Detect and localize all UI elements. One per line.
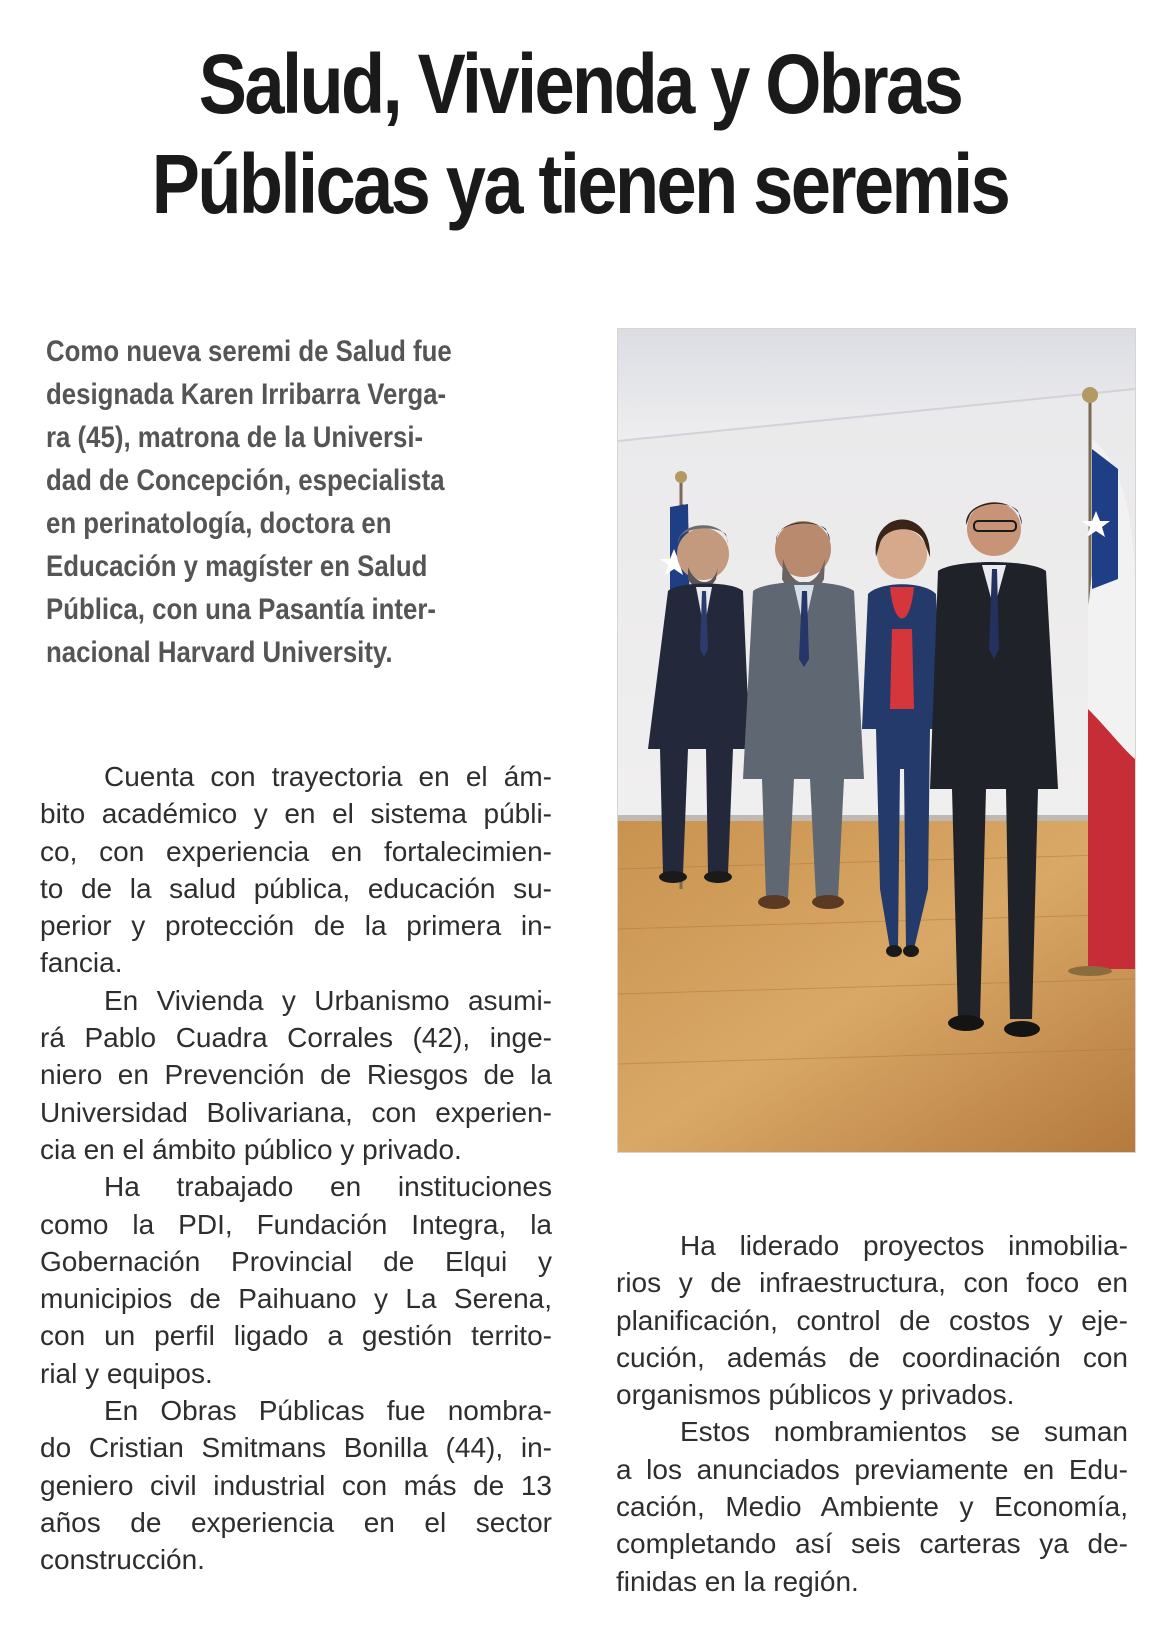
paragraph [616, 1413, 1128, 1599]
text-line: bito académico y en el sistema públi- [40, 798, 552, 830]
lead-line: dad de Concepción, especialista [46, 464, 445, 497]
text-line: co, con experiencia en fortalecimien- [40, 835, 552, 867]
paragraph [40, 758, 552, 982]
paragraph [40, 1168, 552, 1392]
text-line: cación, Medio Ambiente y Economía, [616, 1491, 1128, 1523]
headline-line: Salud, Vivienda y Obras [198, 37, 962, 131]
text-line: do Cristian Smitmans Bonilla (44), in- [40, 1432, 552, 1464]
text-line: Cuenta con trayectoria en el ám- [104, 761, 552, 792]
text-line: geniero civil industrial con más de 13 [40, 1469, 552, 1501]
paragraph [40, 982, 552, 1168]
text-line: rios y de infraestructura, con foco en [616, 1267, 1128, 1299]
text-line: rá Pablo Cuadra Corrales (42), inge- [40, 1022, 552, 1054]
lead-line: designada Karen Irribarra Verga- [46, 378, 447, 411]
news-photo [617, 328, 1136, 1153]
text-line: a los anunciados previamente en Edu- [616, 1453, 1128, 1485]
text-line: Gobernación Provincial de Elqui y [40, 1245, 552, 1277]
lead-line: ra (45), matrona de la Universi- [46, 421, 424, 454]
text-line: organismos públicos y privados. [616, 1379, 1015, 1411]
text-line: cia en el ámbito público y privado. [40, 1133, 462, 1165]
text-line: con un perfil ligado a gestión territo- [40, 1320, 552, 1352]
text-line: En Obras Públicas fue nombra- [104, 1395, 552, 1427]
headline [81, 34, 1079, 234]
text-line: Estos nombramientos se suman [680, 1416, 1128, 1448]
left-column [40, 758, 552, 1579]
text-line: niero en Prevención de Riesgos de la [40, 1059, 552, 1091]
lead-line: Como nueva seremi de Salud fue [46, 335, 452, 368]
paragraph [616, 1227, 1128, 1413]
text-line: to de la salud pública, educación su- [40, 872, 552, 904]
text-line: fancia. [40, 947, 123, 979]
text-line: construcción. [40, 1544, 205, 1576]
right-column [616, 1227, 1128, 1600]
text-line: Ha liderado proyectos inmobilia- [680, 1230, 1128, 1261]
lead-line: en perinatología, doctora en [46, 507, 392, 540]
paragraph [40, 1392, 552, 1578]
text-line: Ha trabajado en instituciones [104, 1171, 552, 1203]
text-line: perior y protección de la primera in- [40, 910, 552, 942]
lead-paragraph [46, 330, 510, 674]
text-line: Universidad Bolivariana, con experien- [40, 1096, 552, 1128]
text-line: planificación, control de costos y eje- [616, 1304, 1128, 1336]
text-line: municipios de Paihuano y La Serena, [40, 1283, 552, 1315]
lead-line: Educación y magíster en Salud [46, 550, 428, 583]
text-line: años de experiencia en el sector [40, 1506, 552, 1538]
text-line: finidas en la región. [616, 1565, 859, 1597]
text-line: completando así seis carteras ya de- [616, 1528, 1128, 1560]
headline-line: Públicas ya tienen seremis [151, 137, 1009, 231]
lead-line: nacional Harvard University. [46, 636, 393, 669]
text-line: como la PDI, Fundación Integra, la [40, 1208, 552, 1240]
text-line: rial y equipos. [40, 1357, 213, 1389]
text-line: En Vivienda y Urbanismo asumi- [104, 984, 552, 1016]
lead-line: Pública, con una Pasantía inter- [46, 593, 436, 626]
text-line: cución, además de coordinación con [616, 1341, 1128, 1373]
